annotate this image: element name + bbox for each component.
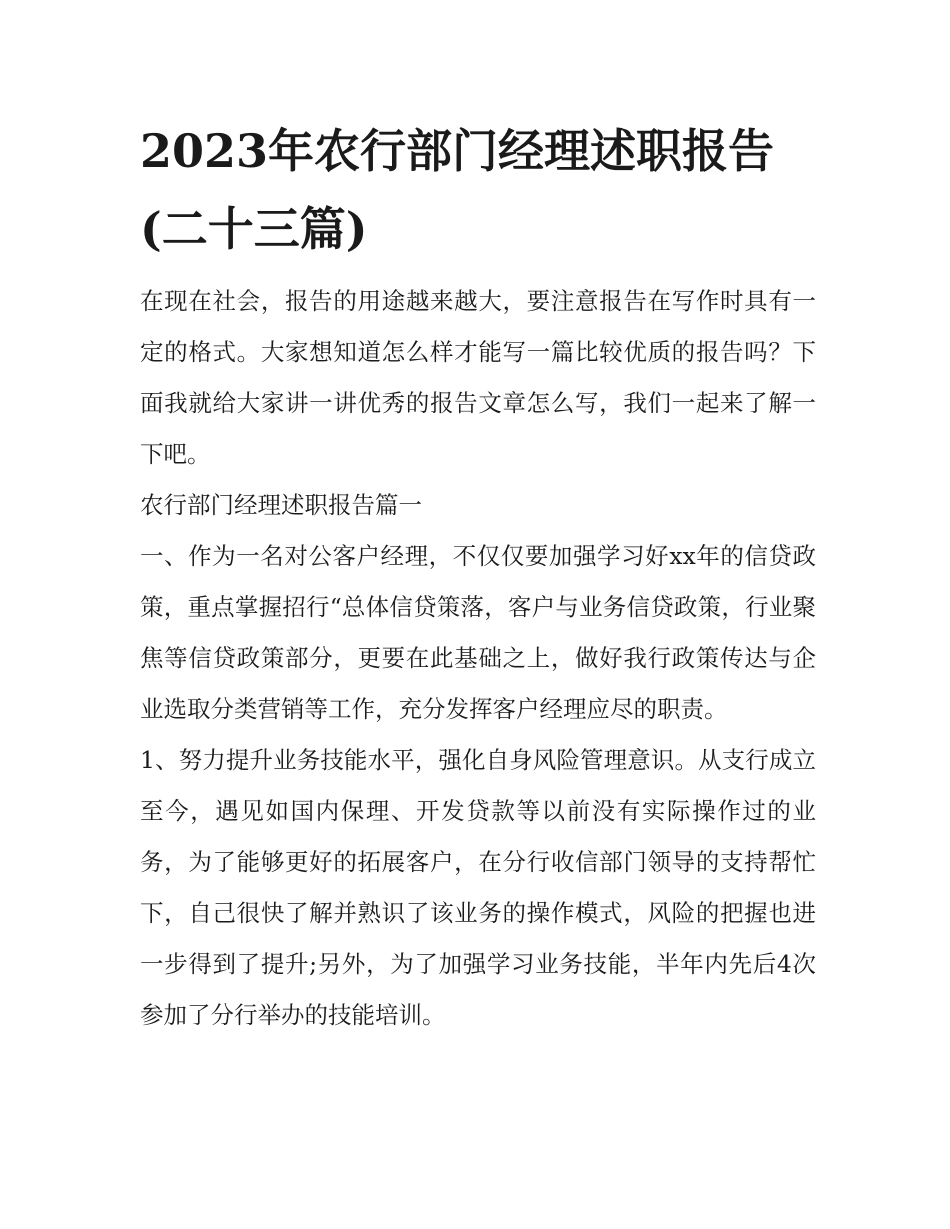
- document-title: 2023年农行部门经理述职报告(二十三篇): [140, 124, 775, 256]
- intro-paragraph: 在现在社会，报告的用途越来越大，要注意报告在写作时具有一定的格式。大家想知道怎么样才能写一篇比较优质的报告吗？下面我就给大家讲一讲优秀的报告文章怎么写，我们一起来了解一下吧。: [140, 287, 816, 468]
- document-body: [140, 276, 816, 1041]
- section-heading: 农行部门经理述职报告篇一: [140, 491, 422, 519]
- body-paragraph: 1、努力提升业务技能水平，强化自身风险管理意识。从支行成立至今，遇见如国内保理、开发贷款等以前没有实际操作过的业务，为了能够更好的拓展客户，在分行收信部门领导的支持帮忙下，自己很快了解并熟识了该业务的操作模式，风险的把握也进一步得到了提升;另外，为了加强学习业务技能，半年内先后4次参加了分行举办的技能培训。: [140, 746, 816, 1029]
- body-paragraph: 一、作为一名对公客户经理，不仅仅要加强学习好xx年的信贷政策，重点掌握招行“总体信贷策落，客户与业务信贷政策，行业聚焦等信贷政策部分，更要在此基础之上，做好我行政策传达与企业选取分类营销等工作，充分发挥客户经理应尽的职责。: [140, 542, 816, 723]
